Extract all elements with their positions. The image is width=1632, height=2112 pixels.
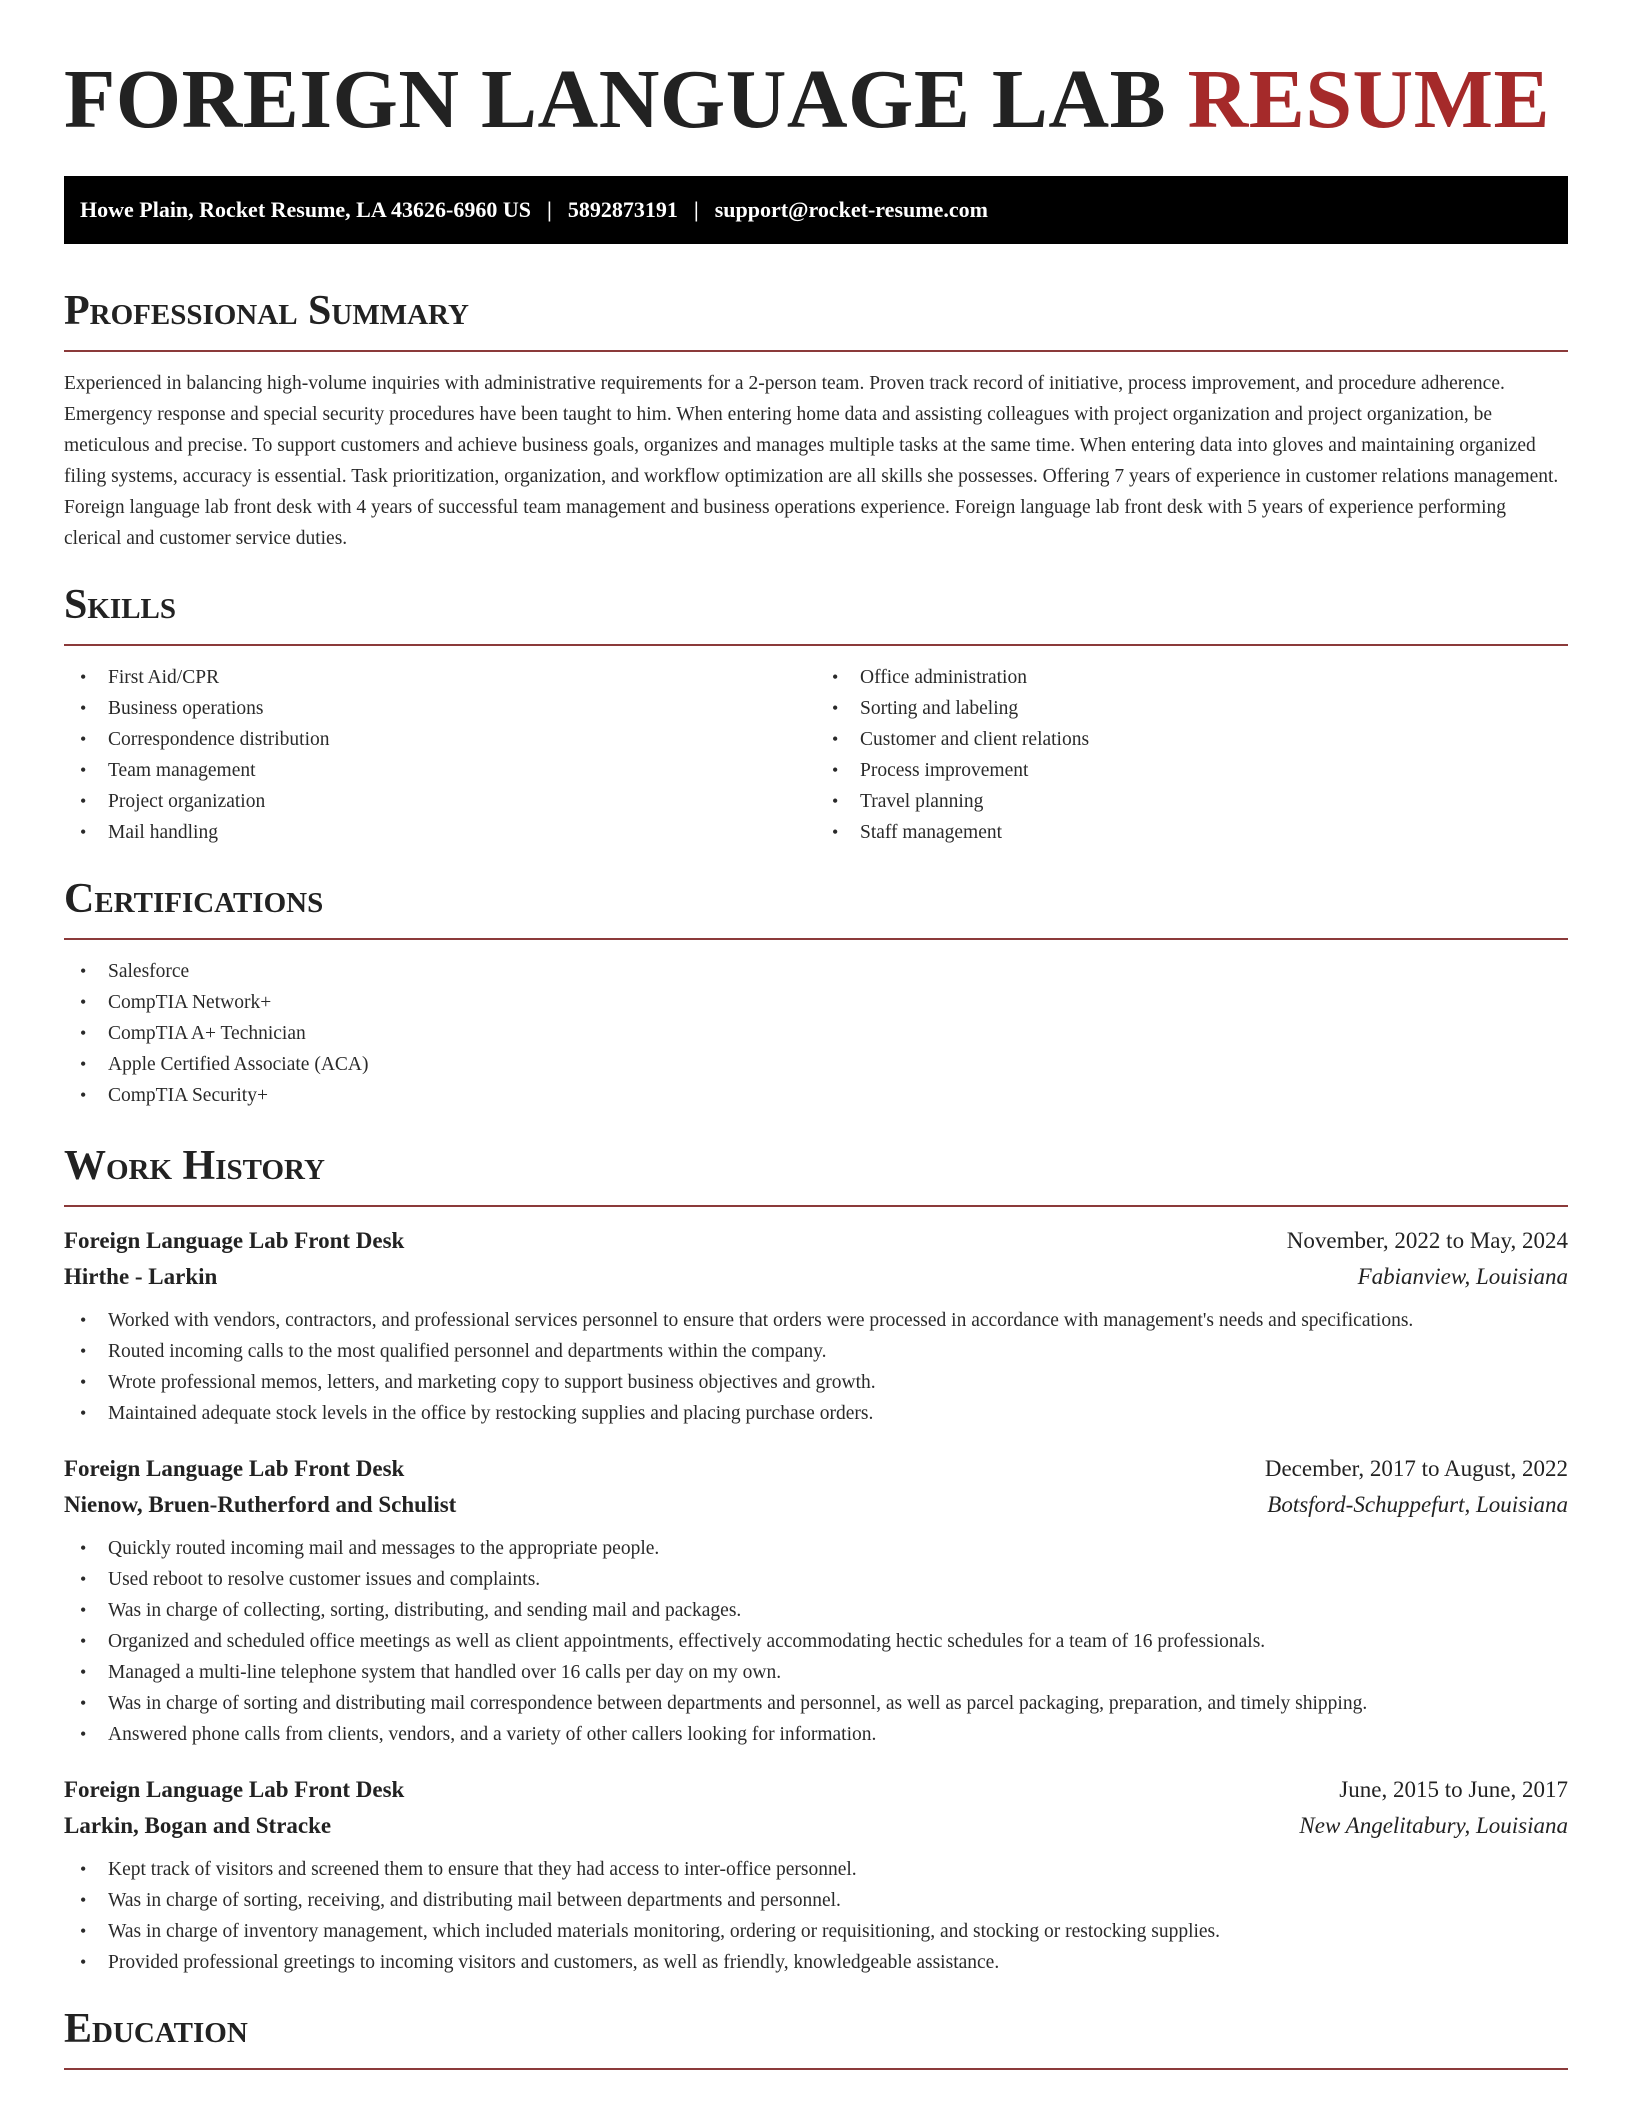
- education-section: [64, 2008, 1568, 2070]
- contact-address: Howe Plain, Rocket Resume, LA 43626-6960 US: [80, 197, 531, 222]
- contact-bar: [64, 176, 1568, 244]
- job-dates: November, 2022 to May, 2024: [1286, 1228, 1568, 1253]
- skill-item: • Staff management: [816, 817, 1568, 848]
- section-heading-education: Education: [64, 2006, 248, 2052]
- section-heading-work-history: Work History: [64, 1143, 325, 1189]
- skill-item: • Travel planning: [816, 786, 1568, 817]
- section-heading-skills: Skills: [64, 582, 177, 628]
- job-company: Nienow, Bruen-Rutherford and Schulist: [64, 1492, 457, 1517]
- job-bullet: • Maintained adequate stock levels in the office by restocking supplies and placing purchase orders.: [64, 1398, 1568, 1429]
- job-location: Botsford-Schuppefurt, Louisiana: [1267, 1492, 1568, 1517]
- job-bullet: • Was in charge of sorting, receiving, and distributing mail between departments and personnel.: [64, 1885, 1568, 1916]
- certification-item: • Apple Certified Associate (ACA): [64, 1049, 1568, 1080]
- contact-email: support@rocket-resume.com: [714, 197, 988, 222]
- section-divider: [64, 1205, 1568, 1207]
- skill-item: • Mail handling: [64, 817, 816, 848]
- skills-list-left: [64, 662, 816, 848]
- job-bullet: • Worked with vendors, contractors, and professional services personnel to ensure that orders were processed in accordance with management's needs and specifications.: [64, 1305, 1568, 1336]
- job-bullet: • Kept track of visitors and screened them to ensure that they had access to inter-office personnel.: [64, 1854, 1568, 1885]
- skill-item: • Business operations: [64, 693, 816, 724]
- job-company-row: [64, 1259, 1568, 1295]
- job-entry: [64, 1223, 1568, 1429]
- work-history-section: [64, 1145, 1568, 1978]
- summary-section: [64, 290, 1568, 554]
- job-bullet: • Answered phone calls from clients, vendors, and a variety of other callers looking for information.: [64, 1719, 1568, 1750]
- skill-item: • Process improvement: [816, 755, 1568, 786]
- contact-separator: |: [693, 197, 699, 222]
- skills-grid: [64, 662, 1568, 848]
- job-company: Hirthe - Larkin: [64, 1264, 218, 1289]
- skill-item: • Correspondence distribution: [64, 724, 816, 755]
- certification-item: • CompTIA Security+: [64, 1080, 1568, 1111]
- job-location: Fabianview, Louisiana: [1357, 1264, 1568, 1289]
- job-title: Foreign Language Lab Front Desk: [64, 1228, 405, 1253]
- job-bullet: • Was in charge of collecting, sorting, distributing, and sending mail and packages.: [64, 1595, 1568, 1626]
- job-header-row: [64, 1223, 1568, 1259]
- job-bullet: • Provided professional greetings to incoming visitors and customers, as well as friendly, knowledgeable assistance.: [64, 1947, 1568, 1978]
- job-bullet: • Wrote professional memos, letters, and marketing copy to support business objectives and growth.: [64, 1367, 1568, 1398]
- title-main: FOREIGN LANGUAGE LAB: [64, 53, 1188, 146]
- skill-item: • Project organization: [64, 786, 816, 817]
- resume-title: [64, 53, 1568, 148]
- contact-phone: 5892873191: [567, 197, 678, 222]
- skill-item: • Sorting and labeling: [816, 693, 1568, 724]
- job-company: Larkin, Bogan and Stracke: [64, 1813, 332, 1838]
- job-location: New Angelitabury, Louisiana: [1299, 1813, 1568, 1838]
- job-bullets: [64, 1305, 1568, 1429]
- job-entry: [64, 1451, 1568, 1750]
- job-bullet: • Quickly routed incoming mail and messages to the appropriate people.: [64, 1533, 1568, 1564]
- skill-item: • Team management: [64, 755, 816, 786]
- section-divider: [64, 350, 1568, 352]
- summary-text: Experienced in balancing high-volume inquiries with administrative requirements for a 2-person team. Proven track record of initiative, process improvement, and procedure adherence. Emergency response and special security procedures have been taught to him. When entering home data and assisting colleagues with project organization and project organization, be meticulous and precise. To support customers and achieve business goals, organizes and manages multiple tasks at the same time. When entering data into gloves and maintaining organized filing systems, accuracy is essential. Task prioritization, organization, and workflow optimization are all skills she possesses. Offering 7 years of experience in customer relations management. Foreign language lab front desk with 4 years of successful team management and business operations experience. Foreign language lab front desk with 5 years of experience performing clerical and customer service duties.: [64, 373, 1559, 549]
- job-dates: June, 2015 to June, 2017: [1339, 1777, 1568, 1802]
- job-dates: December, 2017 to August, 2022: [1264, 1456, 1568, 1481]
- skills-section: [64, 584, 1568, 848]
- section-divider: [64, 938, 1568, 940]
- title-accent: RESUME: [1187, 53, 1551, 146]
- contact-separator: |: [546, 197, 552, 222]
- section-divider: [64, 644, 1568, 646]
- certifications-section: [64, 878, 1568, 1111]
- job-bullet: • Was in charge of sorting and distributing mail correspondence between departments and personnel, as well as parcel packaging, preparation, and timely shipping.: [64, 1688, 1568, 1719]
- job-title: Foreign Language Lab Front Desk: [64, 1456, 405, 1481]
- skill-item: • Customer and client relations: [816, 724, 1568, 755]
- certification-item: • CompTIA A+ Technician: [64, 1018, 1568, 1049]
- job-bullet: • Used reboot to resolve customer issues and complaints.: [64, 1564, 1568, 1595]
- job-bullets: [64, 1854, 1568, 1978]
- certification-item: • Salesforce: [64, 956, 1568, 987]
- certifications-list: [64, 956, 1568, 1111]
- job-bullet: • Routed incoming calls to the most qualified personnel and departments within the company.: [64, 1336, 1568, 1367]
- job-company-row: [64, 1808, 1568, 1844]
- job-title: Foreign Language Lab Front Desk: [64, 1777, 405, 1802]
- certification-item: • CompTIA Network+: [64, 987, 1568, 1018]
- skill-item: • Office administration: [816, 662, 1568, 693]
- job-header-row: [64, 1772, 1568, 1808]
- job-bullets: [64, 1533, 1568, 1750]
- job-header-row: [64, 1451, 1568, 1487]
- section-divider: [64, 2068, 1568, 2070]
- job-bullet: • Organized and scheduled office meetings as well as client appointments, effectively accommodating hectic schedules for a team of 16 professionals.: [64, 1626, 1568, 1657]
- skill-item: • First Aid/CPR: [64, 662, 816, 693]
- section-heading-certifications: Certifications: [64, 876, 324, 922]
- section-heading-summary: Professional Summary: [64, 288, 469, 334]
- job-entry: [64, 1772, 1568, 1978]
- job-company-row: [64, 1487, 1568, 1523]
- skills-list-right: [816, 662, 1568, 848]
- job-bullet: • Was in charge of inventory management, which included materials monitoring, ordering or requisitioning, and stocking or restocking supplies.: [64, 1916, 1568, 1947]
- job-bullet: • Managed a multi-line telephone system that handled over 16 calls per day on my own.: [64, 1657, 1568, 1688]
